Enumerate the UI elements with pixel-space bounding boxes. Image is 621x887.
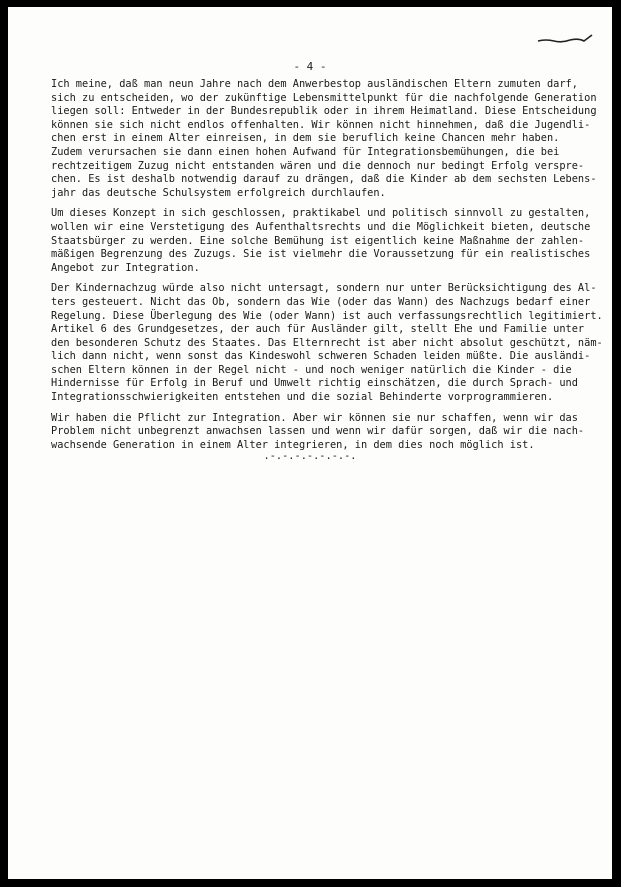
text-line: Regelung. Diese Überlegung des Wie (oder Wann) ist auch verfassungsrechtlich legitimiert. xyxy=(51,309,603,322)
text-line: jahr das deutsche Schulsystem erfolgreich durchlaufen. xyxy=(51,186,386,199)
text-line: lich dann nicht, wenn sonst das Kindeswohl schweren Schaden leiden müßte. Die ausländi- xyxy=(51,350,591,363)
text-line: ters gesteuert. Nicht das Ob, sondern das Wie (oder das Wann) des Nachzugs bedarf einer xyxy=(51,295,591,308)
end-marker: .-.-.-.-.-.-.-. xyxy=(263,450,357,462)
text-line: Zudem verursachen sie dann einen hohen Aufwand für Integrationsbemühungen, die bei xyxy=(51,145,560,158)
text-line: Artikel 6 des Grundgesetzes, der auch für Ausländer gilt, stellt Ehe und Familie unter xyxy=(51,323,585,336)
text-line: Der Kindernachzug würde also nicht untersagt, sondern nur unter Berücksichtigung des Al- xyxy=(51,282,597,295)
document-page xyxy=(8,7,612,879)
text-line: liegen soll: Entweder in der Bundesrepublik oder in ihrem Heimatland. Diese Entscheidung xyxy=(51,105,597,118)
paragraph xyxy=(51,207,591,275)
handwritten-mark-icon xyxy=(536,29,596,49)
text-line: Wir haben die Pflicht zur Integration. Aber wir können sie nur schaffen, wenn wir das xyxy=(51,411,578,424)
text-line: sich zu entscheiden, wo der zukünftige Lebensmittelpunkt für die nachfolgende Generation xyxy=(51,91,597,104)
text-line: den besonderen Schutz des Staates. Das Elternrecht ist aber nicht absolut geschützt, näm- xyxy=(51,336,603,349)
text-line: chen. Es ist deshalb notwendig darauf zu drängen, daß die Kinder ab dem sechsten Lebens- xyxy=(51,173,597,186)
paragraph xyxy=(51,412,591,453)
text-line: Integrationsschwierigkeiten entstehen und die sozial Behinderte vorprogrammieren. xyxy=(51,391,554,404)
paragraph xyxy=(51,78,597,200)
text-line: Angebot zur Integration. xyxy=(51,261,200,274)
text-line: Um dieses Konzept in sich geschlossen, praktikabel und politisch sinnvoll zu gestalten, xyxy=(51,207,591,220)
text-line: Problem nicht unbegrenzt anwachsen lassen und wenn wir dafür sorgen, daß wir die nach- xyxy=(51,425,585,438)
text-line: Hindernisse für Erfolg in Beruf und Umwelt richtig einschätzen, die durch Sprach- und xyxy=(51,377,578,390)
text-line: können sie sich nicht endlos offenhalten. Wir können nicht hinnehmen, daß die Jugendli- xyxy=(51,118,591,131)
text-line: Staatsbürger zu werden. Eine solche Bemühung ist eigentlich keine Maßnahme der zahlen- xyxy=(51,234,585,247)
text-line: mäßigen Begrenzung des Zuzugs. Sie ist vielmehr die Voraussetzung für ein realistisches xyxy=(51,248,591,261)
paragraph xyxy=(51,282,603,404)
text-line: Ich meine, daß man neun Jahre nach dem Anwerbestop ausländischen Eltern zumuten darf, xyxy=(51,78,578,90)
text-line: wollen wir eine Verstetigung des Aufenthaltsrechts und die Möglichkeit bieten, deutsche xyxy=(51,220,591,233)
text-line: wachsende Generation in einem Alter integrieren, in dem dies noch möglich ist. xyxy=(51,438,535,451)
text-line: rechtzeitigem Zuzug nicht entstanden wären und die dennoch nur bedingt Erfolg verspre- xyxy=(51,159,585,172)
document-body xyxy=(51,78,603,459)
page-number: - 4 - xyxy=(293,60,327,73)
text-line: chen erst in einem Alter einreisen, in dem sie beruflich keine Chancen mehr haben. xyxy=(51,132,560,145)
text-line: schen Eltern können in der Regel nicht - und noch weniger natürlich die Kinder - die xyxy=(51,363,572,376)
